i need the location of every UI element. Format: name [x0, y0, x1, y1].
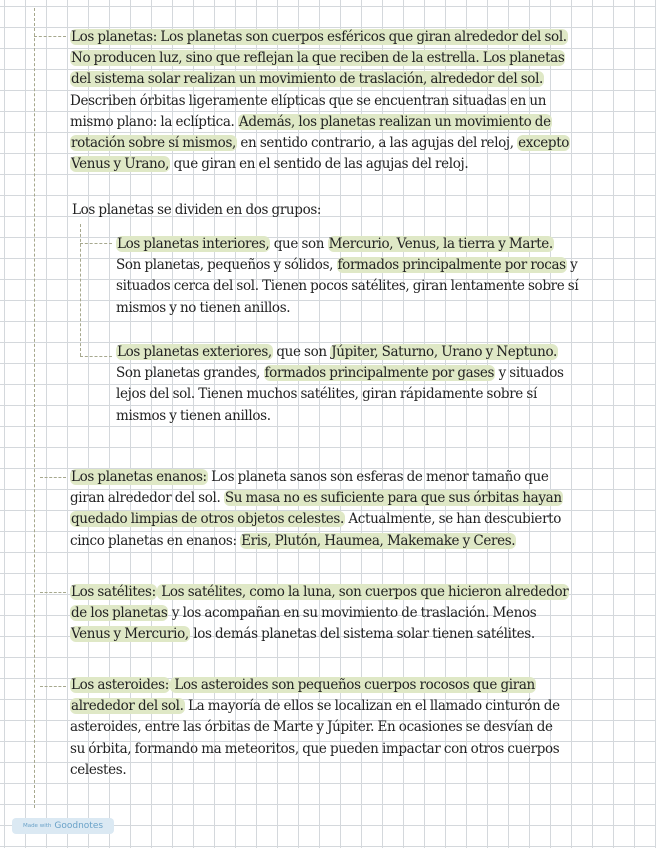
section-planetas-enanos: [70, 467, 563, 552]
highlighted-text: rotación sobre sí mismos,: [71, 135, 236, 152]
section-planetas-interiores: [116, 234, 578, 319]
connector-exteriores: [80, 356, 112, 357]
text-segment: lejos del sol. Tienen muchos satélites, giran rápidamente sobre sí: [116, 386, 537, 403]
highlighted-text: Los satélites, como la luna, son cuerpos que hicieron alrededor: [157, 584, 569, 600]
text-segment: que son: [270, 236, 328, 252]
text-segment: Los planeta sanos son esferas de menor tamaño que: [207, 469, 549, 485]
badge-small-text: Made with: [22, 823, 52, 829]
highlighted-text: quedado limpias de otros objetos celestes.: [71, 511, 344, 528]
highlighted-text: formados principalmente por rocas: [337, 257, 566, 274]
section-asteroides: [70, 675, 560, 781]
text-segment: y situados: [495, 365, 564, 382]
highlighted-text: Los planetas enanos:: [71, 469, 207, 485]
highlighted-text: Los planetas: Los planetas son cuerpos esféricos que giran alrededor del sol.: [71, 29, 567, 45]
highlighted-text: formados principalmente por gases: [264, 365, 495, 382]
text-segment: los demás planetas del sistema solar tienen satélites.: [189, 626, 535, 643]
made-with-goodnotes-badge: [12, 818, 114, 834]
text-segment: Los planetas se dividen en dos grupos:: [72, 202, 322, 218]
highlighted-text: Además, los planetas realizan un movimiento de: [238, 113, 551, 130]
highlighted-text: No producen luz, sino que reflejan la que reciben de la estrella. Los planetas: [71, 50, 565, 67]
highlighted-text: Júpiter, Saturno, Urano y Neptuno.: [331, 344, 557, 360]
highlighted-text: Venus y Urano,: [71, 156, 170, 173]
highlighted-text: Los planetas interiores,: [117, 236, 270, 252]
badge-brand-text: Goodnotes: [54, 821, 104, 831]
connector-planetas: [34, 36, 66, 37]
text-segment: que giran en el sentido de las agujas del reloj.: [170, 156, 469, 173]
text-segment: Actualmente, se han descubierto: [344, 511, 562, 528]
highlighted-text: Venus y Mercurio,: [71, 626, 189, 643]
highlighted-text: Los planetas exteriores,: [117, 344, 272, 360]
text-segment: mismos y no tienen anillos.: [116, 299, 291, 316]
connector-enanos: [40, 477, 66, 478]
text-segment: Son planetas grandes,: [116, 365, 264, 382]
text-segment: y los acompañan en su movimiento de traslación. Menos: [168, 605, 537, 622]
text-segment: su órbita, formando ma meteoritos, que pueden impactar con otros cuerpos: [70, 740, 560, 757]
text-segment: Son planetas, pequeños y sólidos,: [116, 257, 337, 274]
text-segment: mismo plano: la eclíptica.: [70, 113, 238, 130]
highlighted-text: Su masa no es suficiente para que sus órbitas hayan: [224, 490, 562, 507]
section-grupos-intro: [72, 200, 321, 221]
text-segment: que son: [272, 344, 331, 360]
connector-satelites: [40, 592, 66, 593]
section-planetas-exteriores: [116, 342, 564, 427]
connector-interiores: [80, 243, 112, 244]
text-segment: cinco planetas en enanos:: [70, 532, 241, 549]
text-segment: mismos y tienen anillos.: [116, 407, 271, 424]
highlighted-text: Eris, Plutón, Haumea, Makemake y Ceres.: [241, 532, 516, 549]
highlighted-text: de los planetas: [71, 605, 168, 622]
highlighted-text: Los asteroides:: [71, 677, 169, 693]
text-segment: La mayoría de ellos se localizan en el llamado cinturón de: [184, 698, 560, 715]
highlighted-text: alrededor del sol.: [71, 698, 184, 715]
section-satelites: [70, 582, 569, 646]
highlighted-text: Los asteroides son pequeños cuerpos rocosos que giran: [170, 677, 535, 693]
text-segment: y: [566, 257, 578, 274]
text-segment: situados cerca del sol. Tienen pocos satélites, giran lentamente sobre sí: [116, 278, 579, 295]
highlighted-text: Los satélites:: [71, 584, 156, 600]
highlighted-text: excepto: [518, 135, 570, 152]
text-segment: en sentido contrario, a las agujas del reloj,: [236, 135, 518, 152]
connector-asteroides: [40, 686, 66, 687]
text-segment: Describen órbitas ligeramente elípticas que se encuentran situadas en un: [70, 92, 547, 109]
highlighted-text: Mercurio, Venus, la tierra y Marte.: [328, 236, 553, 252]
text-segment: celestes.: [70, 761, 127, 778]
text-segment: asteroides, entre las órbitas de Marte y Júpiter. En ocasiones se desvían de: [70, 719, 553, 736]
section-planetas: [70, 27, 570, 175]
main-connector-line: [34, 8, 35, 808]
highlighted-text: del sistema solar realizan un movimiento de traslación, alrededor del sol.: [71, 71, 543, 88]
text-segment: giran alrededor del sol.: [70, 490, 224, 507]
